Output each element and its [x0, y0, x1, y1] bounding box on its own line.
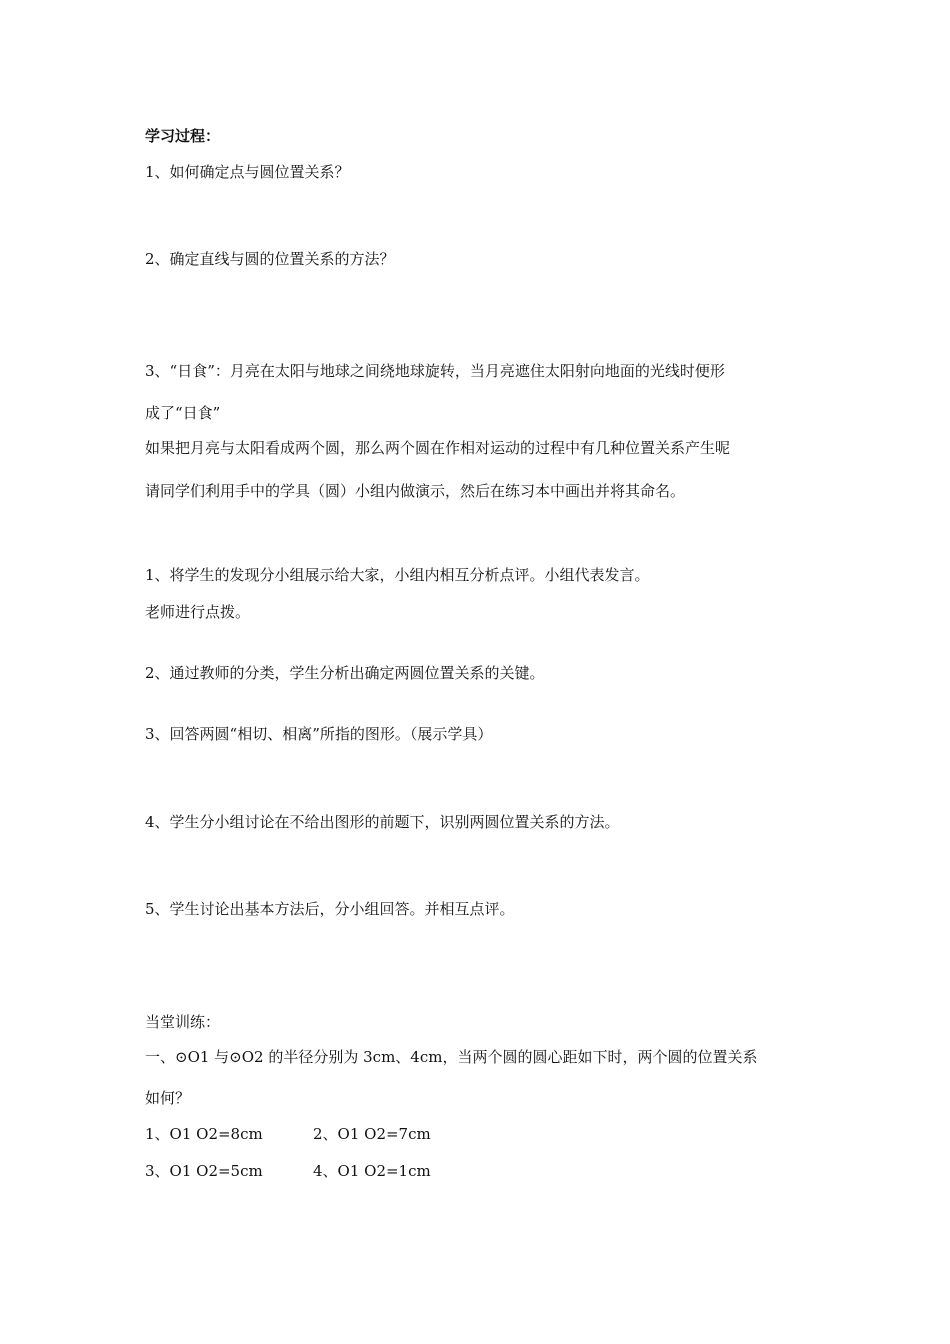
practice-row-1 — [145, 1124, 263, 1144]
practice-problem-line-1: 一、⊙O1 与⊙O2 的半径分别为 3cm、4cm，当两个圆的圆心距如下时，两个圆的位置关系 — [145, 1048, 758, 1066]
question-3-line-4: 请同学们利用手中的学具（圆）小组内做演示，然后在练习本中画出并将其命名。 — [145, 482, 686, 500]
question-2: 2、确定直线与圆的位置关系的方法？ — [145, 250, 395, 268]
question-3-line-1: 3、“日食”：月亮在太阳与地球之间绕地球旋转，当月亮遮住太阳射向地面的光线时便形 — [145, 362, 725, 380]
activity-1-line-1: 1、将学生的发现分小组展示给大家，小组内相互分析点评。小组代表发言。 — [145, 566, 650, 584]
activity-5: 5、学生讨论出基本方法后，分小组回答。并相互点评。 — [145, 900, 515, 918]
activity-4: 4、学生分小组讨论在不给出图形的前题下，识别两圆位置关系的方法。 — [145, 813, 620, 831]
practice-heading: 当堂训练： — [145, 1013, 221, 1031]
practice-problem-line-2: 如何？ — [145, 1089, 191, 1107]
question-3-line-3: 如果把月亮与太阳看成两个圆，那么两个圆在作相对运动的过程中有几种位置关系产生呢 — [145, 439, 731, 457]
activity-3: 3、回答两圆“相切、相离”所指的图形。（展示学具） — [145, 725, 493, 743]
practice-row-2 — [145, 1161, 263, 1181]
practice-item-2: 2、O1 O2=7cm — [313, 1125, 431, 1143]
practice-item-4: 4、O1 O2=1cm — [313, 1162, 431, 1180]
activity-1-line-2: 老师进行点拨。 — [145, 603, 251, 621]
practice-item-1: 1、O1 O2=8cm — [145, 1125, 263, 1143]
activity-2: 2、通过教师的分类，学生分析出确定两圆位置关系的关键。 — [145, 664, 545, 682]
learning-heading: 学习过程： — [145, 127, 221, 145]
question-1: 1、如何确定点与圆位置关系？ — [145, 163, 350, 181]
question-3-line-2: 成了“日食” — [145, 404, 221, 422]
practice-item-3: 3、O1 O2=5cm — [145, 1162, 263, 1180]
